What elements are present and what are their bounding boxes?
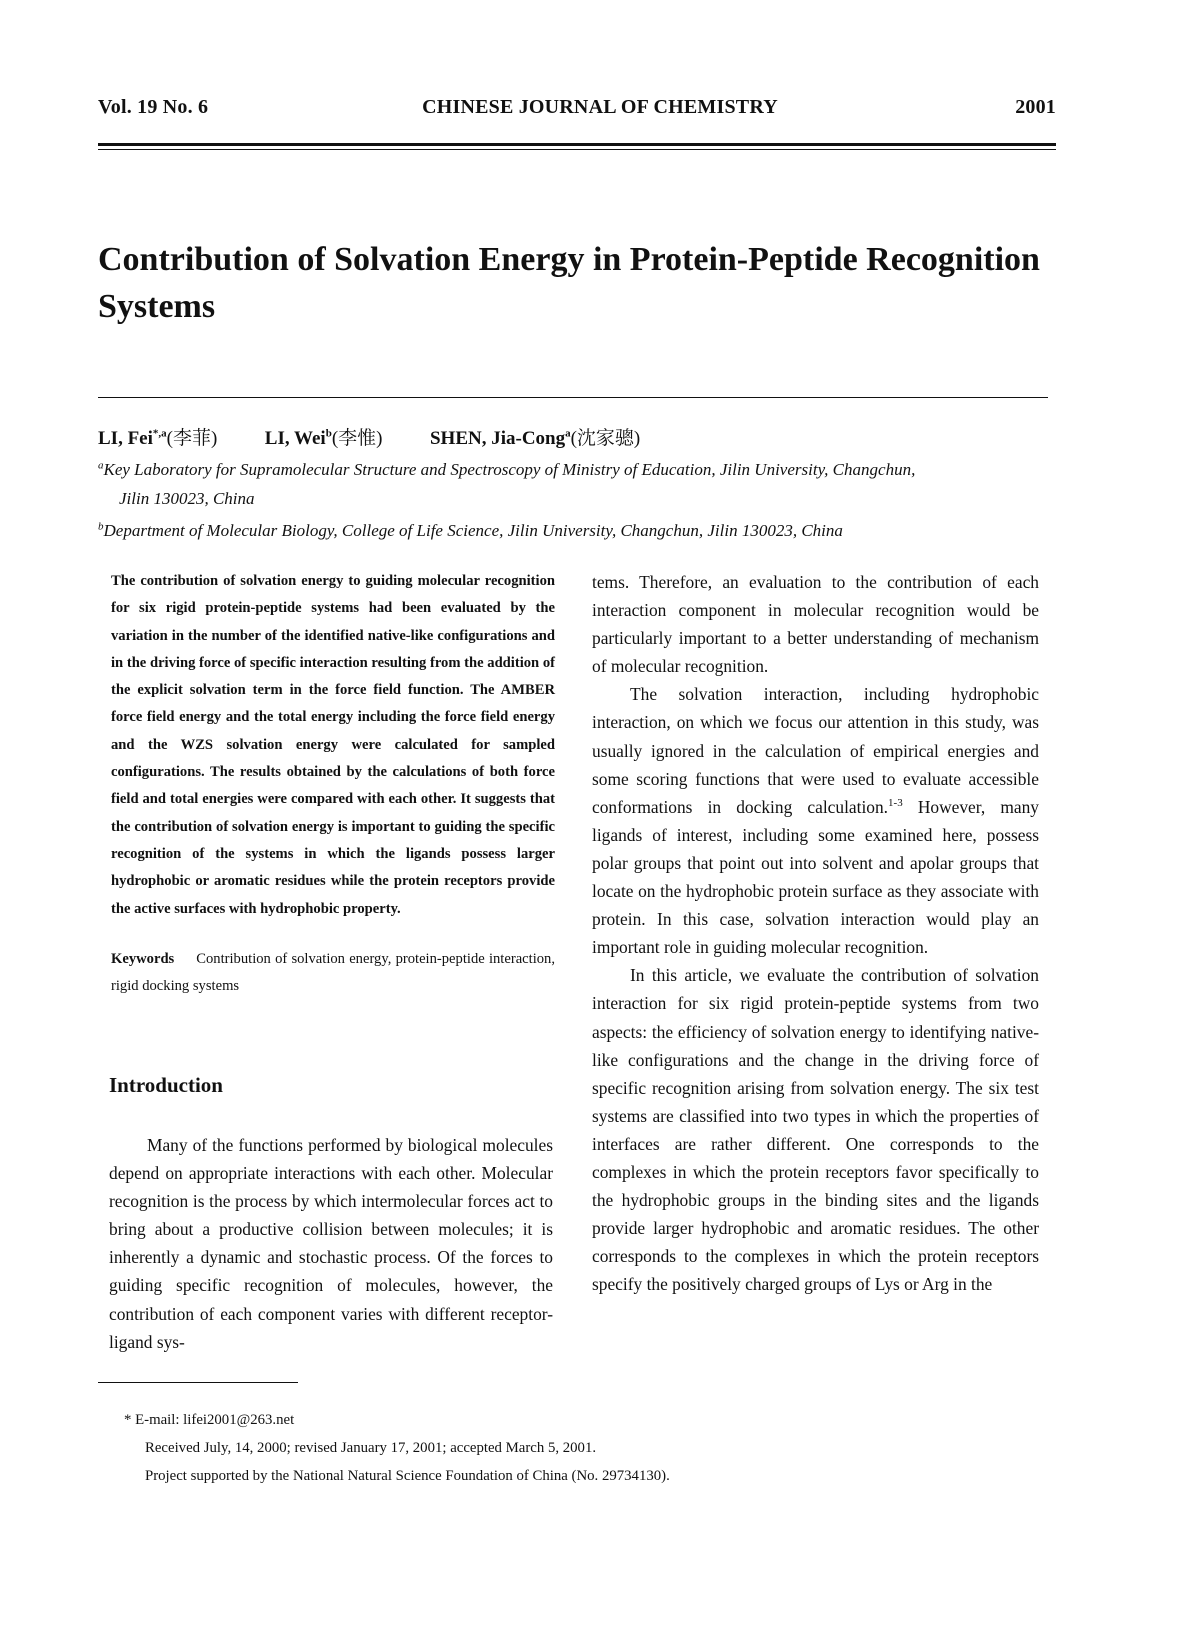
body-text-span: The solvation interaction, including hydrophobic interaction, on which we focus our attention in this study, was usually ignored in the calculation of empirical energies and some scoring functions that were used to evaluate accessible conformations in docking calculation. [592,684,1039,817]
volume-number: Vol. 19 No. 6 [98,96,209,118]
keywords-text: Contribution of solvation energy, protein-peptide interaction, rigid docking systems [111,951,555,994]
affiliation-mark: a [98,459,104,472]
footnote-rule [98,1382,298,1383]
author-list [98,423,640,450]
affiliation-mark: b [98,520,104,533]
header-rule-thick [98,143,1056,146]
author-chinese-name: (李惟) [331,428,383,449]
title-rule [98,397,1048,398]
affiliation-a [98,455,1058,513]
affiliation-b [98,516,1058,545]
author-chinese-name: (沈家骢) [570,428,641,449]
author-affil-mark: b [325,427,332,440]
body-paragraph: In this article, we evaluate the contribution of solvation interaction for six rigid protein-peptide systems from two aspects: the efficiency of solvation energy to identifying native-like configurations and the change in the driving force of specific recognition arising from solvation energy. The six test systems are classified into two types in which the properties of interfaces are rather different. One corresponds to the complexes in which the protein receptors favor specifically to the hydrophobic groups in the binding sites and the ligands provide larger hydrophobic and aromatic residues. The other corresponds to the complexes in which the protein receptors specify the positively charged groups of Lys or Arg in the [592,965,1039,1295]
body-text-span: However, many ligands of interest, including some examined here, possess polar groups that point out into solvent and apolar groups that locate on the hydrophobic protein surface as they associate with protein. In this case, solvation interaction would play an important role in guiding molecular recognition. [592,796,1039,958]
introduction-paragraph: Many of the functions performed by biological molecules depend on appropriate interactions with each other. Molecular recognition is the process by which intermolecular forces act to bring about a productive collision between molecules; it is inherently a dynamic and stochastic process. Of the forces to guiding specific recognition of molecules, however, the contribution of each component varies with different receptor-ligand sys- [109,1135,553,1352]
affiliation-b-text: Department of Molecular Biology, College of Life Science, Jilin University, Changchun, Jilin 130023, China [103,521,843,540]
footnote-funding: Project supported by the National Natural Science Foundation of China (No. 29734130). [145,1468,670,1484]
section-heading-introduction: Introduction [109,1073,223,1097]
body-paragraph [592,680,1039,961]
publication-year: 2001 [1015,96,1056,118]
author-affil-mark: a [565,427,571,440]
author-name: LI, Fei [98,428,153,449]
citation-reference: 1-3 [888,796,903,809]
affiliation-a-line1: Key Laboratory for Supramolecular Structure and Spectroscopy of Ministry of Education, Jilin University, Changchun, [103,460,916,479]
body-paragraph: tems. Therefore, an evaluation to the contribution of each interaction component in molecular recognition would be particularly important to a better understanding of mechanism of molecular recognition. [592,572,1039,677]
author-name: LI, Wei [264,428,326,449]
header-rule-thin [98,149,1056,150]
affiliation-a-line2: Jilin 130023, China [119,489,255,508]
abstract: The contribution of solvation energy to guiding molecular recognition for six rigid protein-peptide systems had been evaluated by the variation in the number of the identified native-like configurations and in the driving force of specific interaction resulting from the addition of the explicit solvation term in the force field function. The AMBER force field energy and the total energy including the force field energy and the WZS solvation energy were calculated for sampled configurations. The results obtained by the calculations of both force field and total energies were compared with each other. It suggests that the contribution of solvation energy is important to guiding the specific recognition of the systems in which the ligands possess larger hydrophobic or aromatic residues while the protein receptors provide the active surfaces with hydrophobic property. [111,573,555,917]
author-name: SHEN, Jia-Cong [429,428,566,449]
author-chinese-name: (李菲) [166,428,218,449]
paper-title: Contribution of Solvation Energy in Protein-Peptide Recognition Systems [98,241,1040,325]
keywords-label: Keywords [111,951,175,967]
right-column [592,568,1039,1298]
keywords [111,946,555,1000]
journal-name: CHINESE JOURNAL OF CHEMISTRY [422,96,778,118]
footnote-received-dates: Received July, 14, 2000; revised January 17, 2001; accepted March 5, 2001. [145,1440,597,1456]
author-affil-mark: *,a [152,427,167,440]
footnote-email: * E-mail: lifei2001@263.net [124,1412,295,1428]
